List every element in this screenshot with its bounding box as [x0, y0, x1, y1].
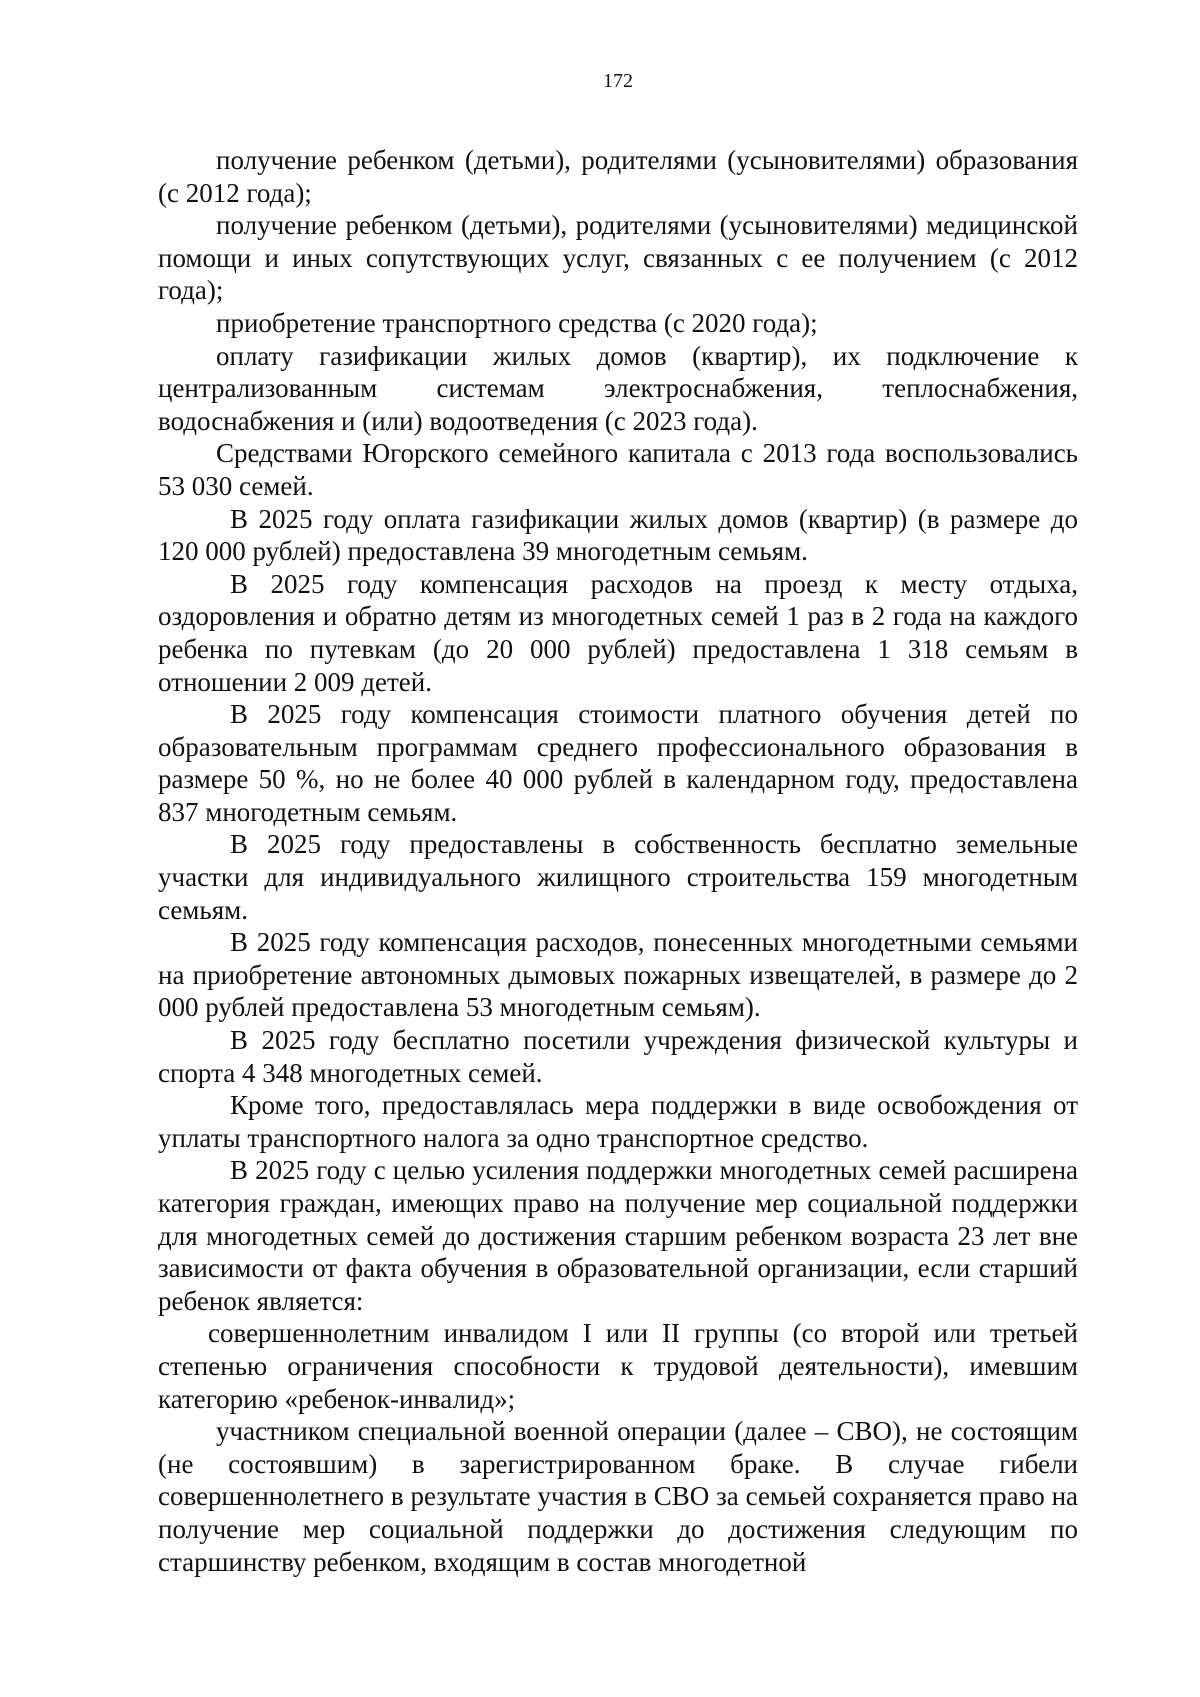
paragraph-land-plots: В 2025 году предоставлены в собственность бесплатно земельные участки для индивидуального жилищного строительства 159 многодетным семьям. — [158, 829, 1078, 925]
paragraph-transport-tax: Кроме того, предоставлялась мера поддержки в виде освобождения от уплаты транспортного налога за одно транспортное средство. — [158, 1090, 1078, 1153]
page-number: 172 — [603, 70, 633, 92]
paragraph-smoke-detectors: В 2025 году компенсация расходов, понесенных многодетными семьями на приобретение автономных дымовых пожарных извещателей, в размере до 2 000 рублей предоставлена 53 многодетным семьям). — [158, 927, 1078, 1023]
paragraph-gasification: оплату газификации жилых домов (квартир), их подключение к централизованным системам электроснабжения, теплоснабжения, водоснабжения и (или) водоотведения (с 2023 года). — [158, 340, 1078, 436]
paragraph-family-capital: Средствами Югорского семейного капитала с 2013 года воспользовались 53 030 семей. — [158, 438, 1078, 501]
paragraph-medical-help: получение ребенком (детьми), родителями (усыновителями) медицинской помощи и иных сопутствующих услуг, связанных с ее получением (с 2012 года); — [158, 210, 1078, 306]
paragraph-sports-facilities: В 2025 году бесплатно посетили учреждения физической культуры и спорта 4 348 многодетных семей. — [158, 1025, 1078, 1088]
document-body — [158, 144, 1078, 1578]
paragraph-disabled-adult: совершеннолетним инвалидом I или II группы (со второй или третьей степенью ограничения способности к трудовой деятельности), имевшим категорию «ребенок-инвалид»; — [158, 1318, 1078, 1414]
paragraph-tuition-compensation: В 2025 году компенсация стоимости платного обучения детей по образовательным программам среднего профессионального образования в размере 50 %, но не более 40 000 рублей в календарном году, предоставлена 837 многодетным семьям. — [158, 699, 1078, 827]
paragraph-gasification-2025: В 2025 году оплата газификации жилых домов (квартир) (в размере до 120 000 рублей) предоставлена 39 многодетным семьям. — [158, 503, 1078, 567]
paragraph-vehicle-purchase: приобретение транспортного средства (с 2020 года); — [216, 307, 818, 338]
paragraph-svo-participant: участником специальной военной операции (далее – СВО), не состоящим (не состоявшим) в зарегистрированном браке. В случае гибели совершеннолетнего в результате участия в СВО за семьей сохраняется право на получение мер социальной поддержки до достижения следующим по старшинству ребенком, входящим в состав многодетной — [158, 1416, 1078, 1577]
paragraph-education: получение ребенком (детьми), родителями (усыновителями) образования (с 2012 года); — [158, 145, 1078, 208]
paragraph-eligibility-extension: В 2025 году с целью усиления поддержки многодетных семей расширена категория граждан, имеющих право на получение мер социальной поддержки для многодетных семей до достижения старшим ребенком возраста 23 лет вне зависимости от факта обучения в образовательной организации, если старший ребенок является: — [158, 1155, 1078, 1316]
paragraph-travel-compensation: В 2025 году компенсация расходов на проезд к месту отдыха, оздоровления и обратно детям из многодетных семей 1 раз в 2 года на каждого ребенка по путевкам (до 20 000 рублей) предоставлена 1 318 семьям в отношении 2 009 детей. — [158, 568, 1078, 697]
